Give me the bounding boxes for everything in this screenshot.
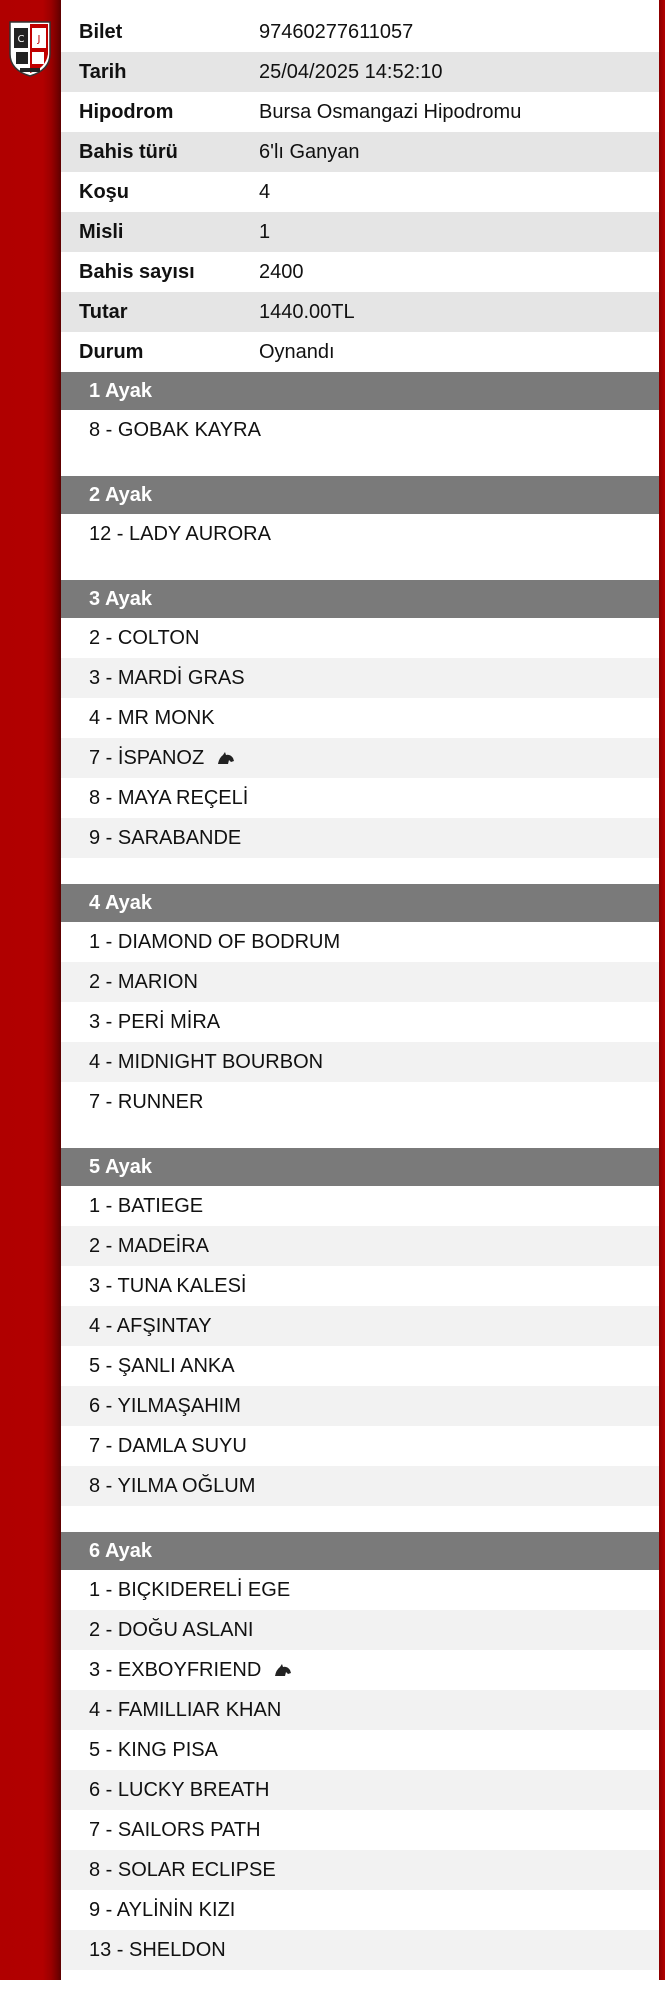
leg-header: 3 Ayak bbox=[61, 580, 659, 618]
horse-row bbox=[61, 1346, 659, 1386]
ticket-info-value: 4 bbox=[259, 180, 271, 203]
horse-row bbox=[61, 1810, 659, 1850]
horse-label: 2 - COLTON bbox=[89, 626, 200, 649]
leg-section bbox=[61, 1148, 659, 1506]
horse-list bbox=[61, 1186, 659, 1506]
ticket-info-row bbox=[61, 132, 659, 172]
leg-section bbox=[61, 884, 659, 1122]
horse-label: 1 - BATIEGE bbox=[89, 1194, 204, 1217]
leg-header: 4 Ayak bbox=[61, 884, 659, 922]
ticket-info-table bbox=[61, 12, 659, 372]
horse-label: 1 - DIAMOND OF BODRUM bbox=[89, 930, 341, 953]
horse-row bbox=[61, 1186, 659, 1226]
horse-list bbox=[61, 1570, 659, 1970]
horse-row bbox=[61, 922, 659, 962]
horse-list bbox=[61, 410, 659, 450]
ticket-info-value: 25/04/2025 14:52:10 bbox=[259, 60, 443, 83]
ticket-info-value: Bursa Osmangazi Hipodromu bbox=[259, 100, 522, 123]
horse-list bbox=[61, 618, 659, 858]
horse-label: 4 - AFŞINTAY bbox=[89, 1314, 212, 1337]
horse-label: 3 - TUNA KALESİ bbox=[89, 1274, 247, 1297]
svg-text:C: C bbox=[17, 34, 25, 45]
horse-row bbox=[61, 1930, 659, 1970]
horse-label: 3 - MARDİ GRAS bbox=[89, 666, 245, 689]
horse-label: 8 - YILMA OĞLUM bbox=[89, 1474, 256, 1497]
horse-label: 4 - FAMILLIAR KHAN bbox=[89, 1698, 282, 1721]
leg-section bbox=[61, 476, 659, 554]
svg-text:J: J bbox=[37, 34, 41, 45]
horse-label: 8 - SOLAR ECLIPSE bbox=[89, 1858, 276, 1881]
horse-label: 3 - PERİ MİRA bbox=[89, 1010, 221, 1033]
horse-row bbox=[61, 1426, 659, 1466]
ticket-info-key: Misli bbox=[79, 220, 124, 243]
horse-label: 2 - DOĞU ASLANI bbox=[89, 1618, 254, 1641]
horse-label: 7 - İSPANOZ bbox=[89, 746, 205, 769]
horse-list bbox=[61, 922, 659, 1122]
ticket-content bbox=[61, 12, 659, 1996]
horse-row bbox=[61, 818, 659, 858]
horse-row bbox=[61, 1610, 659, 1650]
ticket-info-row bbox=[61, 252, 659, 292]
horse-row bbox=[61, 1466, 659, 1506]
leg-section bbox=[61, 580, 659, 858]
horse-row bbox=[61, 1730, 659, 1770]
horse-label: 9 - AYLİNİN KIZI bbox=[89, 1898, 236, 1921]
horse-row bbox=[61, 1890, 659, 1930]
horse-label: 3 - EXBOYFRIEND bbox=[89, 1658, 262, 1681]
horse-label: 2 - MADEİRA bbox=[89, 1234, 210, 1257]
ticket-info-value: Oynandı bbox=[259, 340, 335, 363]
ticket-info-key: Bahis türü bbox=[79, 140, 178, 163]
horse-head-icon bbox=[216, 750, 236, 766]
leg-header: 1 Ayak bbox=[61, 372, 659, 410]
ticket-info-row bbox=[61, 52, 659, 92]
leg-section bbox=[61, 1532, 659, 1970]
horse-row bbox=[61, 1002, 659, 1042]
horse-row bbox=[61, 738, 659, 778]
horse-list bbox=[61, 514, 659, 554]
horse-row bbox=[61, 514, 659, 554]
ticket-info-row bbox=[61, 12, 659, 52]
horse-row bbox=[61, 1770, 659, 1810]
horse-head-icon bbox=[273, 1662, 293, 1678]
horse-row bbox=[61, 962, 659, 1002]
ticket-info-key: Tarih bbox=[79, 60, 127, 83]
horse-label: 5 - KING PISA bbox=[89, 1738, 218, 1761]
jockey-club-logo bbox=[6, 18, 54, 78]
horse-label: 7 - DAMLA SUYU bbox=[89, 1434, 247, 1457]
horse-row bbox=[61, 410, 659, 450]
horse-label: 9 - SARABANDE bbox=[89, 826, 242, 849]
horse-label: 13 - SHELDON bbox=[89, 1938, 226, 1961]
horse-label: 5 - ŞANLI ANKA bbox=[89, 1354, 235, 1377]
ticket-info-key: Koşu bbox=[79, 180, 129, 203]
horse-row bbox=[61, 1266, 659, 1306]
leg-section bbox=[61, 372, 659, 450]
ticket-legs bbox=[61, 372, 659, 1970]
horse-row bbox=[61, 1386, 659, 1426]
horse-label: 6 - YILMAŞAHIM bbox=[89, 1394, 241, 1417]
horse-row bbox=[61, 1226, 659, 1266]
horse-label: 2 - MARION bbox=[89, 970, 198, 993]
horse-label: 8 - MAYA REÇELİ bbox=[89, 786, 249, 809]
horse-row bbox=[61, 1042, 659, 1082]
ticket-info-key: Hipodrom bbox=[79, 100, 174, 123]
ticket-info-row bbox=[61, 292, 659, 332]
horse-row bbox=[61, 698, 659, 738]
horse-label: 4 - MIDNIGHT BOURBON bbox=[89, 1050, 324, 1073]
horse-row bbox=[61, 778, 659, 818]
horse-label: 12 - LADY AURORA bbox=[89, 522, 271, 545]
ticket-info-row bbox=[61, 172, 659, 212]
ticket-info-key: Bahis sayısı bbox=[79, 260, 195, 283]
horse-row bbox=[61, 658, 659, 698]
ticket-info-row bbox=[61, 212, 659, 252]
ticket-info-key: Tutar bbox=[79, 300, 128, 323]
horse-label: 8 - GOBAK KAYRA bbox=[89, 418, 261, 441]
horse-row bbox=[61, 1850, 659, 1890]
ticket-info-row bbox=[61, 92, 659, 132]
right-border bbox=[659, 0, 665, 1980]
horse-row bbox=[61, 1650, 659, 1690]
ticket-info-key: Durum bbox=[79, 340, 144, 363]
ticket-info-value: 97460277611057 bbox=[259, 20, 414, 43]
horse-row bbox=[61, 1306, 659, 1346]
ticket-info-value: 1 bbox=[259, 220, 271, 243]
ticket-info-value: 6'lı Ganyan bbox=[259, 140, 360, 163]
horse-row bbox=[61, 1570, 659, 1610]
leg-header: 2 Ayak bbox=[61, 476, 659, 514]
ticket-info-value: 2400 bbox=[259, 260, 304, 283]
ticket-info-row bbox=[61, 332, 659, 372]
horse-label: 4 - MR MONK bbox=[89, 706, 215, 729]
ticket-info-key: Bilet bbox=[79, 20, 123, 43]
horse-label: 7 - SAILORS PATH bbox=[89, 1818, 261, 1841]
horse-label: 1 - BIÇKIDERELİ EGE bbox=[89, 1578, 291, 1601]
horse-row bbox=[61, 1082, 659, 1122]
leg-header: 6 Ayak bbox=[61, 1532, 659, 1570]
ticket-info-value: 1440.00TL bbox=[259, 300, 355, 323]
left-sidebar bbox=[0, 0, 61, 1980]
horse-label: 7 - RUNNER bbox=[89, 1090, 204, 1113]
horse-label: 6 - LUCKY BREATH bbox=[89, 1778, 270, 1801]
horse-row bbox=[61, 618, 659, 658]
leg-header: 5 Ayak bbox=[61, 1148, 659, 1186]
horse-row bbox=[61, 1690, 659, 1730]
